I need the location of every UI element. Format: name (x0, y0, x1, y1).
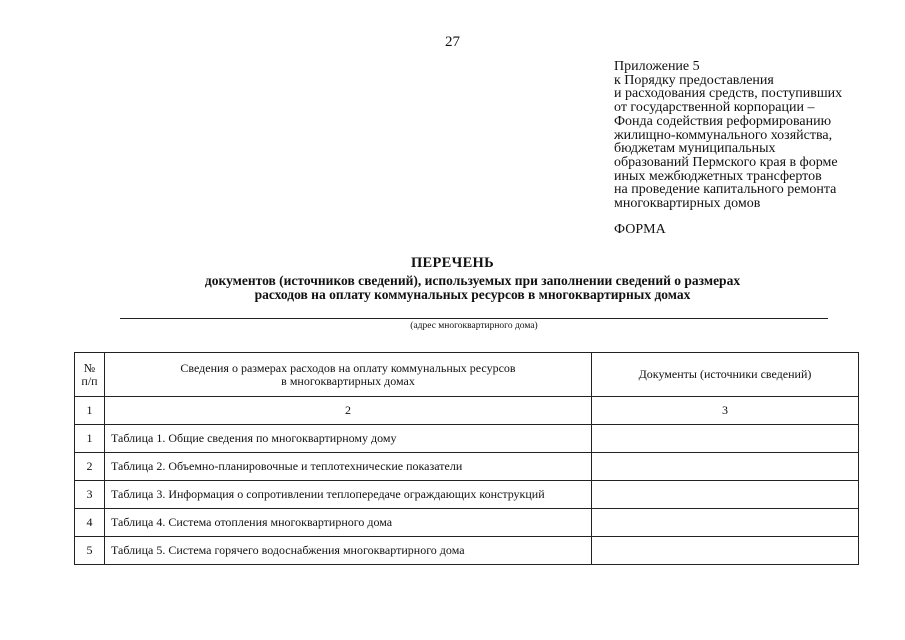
appendix-line: бюджетам муниципальных (614, 141, 776, 157)
document-title: ПЕРЕЧЕНЬ (410, 255, 495, 271)
row-docs-cell[interactable] (592, 537, 859, 565)
row-info: Таблица 5. Система горячего водоснабжения многоквартирного дома (105, 537, 592, 565)
appendix-block (614, 60, 894, 211)
column-number: 1 (75, 397, 105, 425)
appendix-line: образований Пермского края в форме (614, 154, 838, 170)
table-header-row (75, 353, 859, 397)
row-info: Таблица 4. Система отопления многоквартирного дома (105, 509, 592, 537)
address-fill-line (120, 318, 828, 319)
appendix-line: иных межбюджетных трансфертов (614, 168, 822, 184)
row-info: Таблица 3. Информация о сопротивлении теплопередаче ограждающих конструкций (105, 481, 592, 509)
documents-table (74, 352, 859, 565)
row-num: 5 (75, 537, 105, 565)
column-number-row (75, 397, 859, 425)
address-caption: (адрес многоквартирного дома) (410, 321, 538, 331)
table-row (75, 481, 859, 509)
form-label: ФОРМА (614, 222, 666, 237)
appendix-line: Приложение 5 (614, 59, 700, 74)
table-row (75, 453, 859, 481)
row-info: Таблица 2. Объемно-планировочные и теплотехнические показатели (105, 453, 592, 481)
row-docs-cell[interactable] (592, 481, 859, 509)
appendix-line: и расходования средств, поступивших (614, 86, 843, 102)
appendix-line: к Порядку предоставления (614, 72, 774, 88)
header-docs: Документы (источники сведений) (592, 353, 859, 397)
document-subtitle (120, 274, 825, 302)
table-row (75, 425, 859, 453)
appendix-line: жилищно-коммунального хозяйства, (614, 127, 833, 143)
row-docs-cell[interactable] (592, 425, 859, 453)
row-docs-cell[interactable] (592, 509, 859, 537)
row-info: Таблица 1. Общие сведения по многоквартирному дому (105, 425, 592, 453)
header-info-line: Сведения о размерах расходов на оплату коммунальных ресурсов (180, 360, 516, 375)
appendix-line: от государственной корпорации – (614, 100, 815, 116)
header-info (105, 353, 592, 397)
header-num-line: п/п (81, 373, 98, 388)
table-row (75, 537, 859, 565)
column-number: 2 (105, 397, 592, 425)
page-number: 27 (445, 34, 460, 50)
row-docs-cell[interactable] (592, 453, 859, 481)
row-num: 3 (75, 481, 105, 509)
row-num: 1 (75, 425, 105, 453)
table-row (75, 509, 859, 537)
appendix-line: Фонда содействия реформированию (614, 113, 832, 129)
appendix-line: многоквартирных домов (614, 196, 761, 212)
subtitle-line: документов (источников сведений), используемых при заполнении сведений о размерах (204, 273, 741, 288)
subtitle-line: расходов на оплату коммунальных ресурсов в многоквартирных домах (254, 287, 691, 302)
appendix-line: на проведение капитального ремонта (614, 182, 837, 198)
header-num (75, 353, 105, 397)
column-number: 3 (592, 397, 859, 425)
row-num: 4 (75, 509, 105, 537)
header-num-line: № (83, 360, 96, 375)
row-num: 2 (75, 453, 105, 481)
header-info-line: в многоквартирных домах (281, 373, 415, 388)
